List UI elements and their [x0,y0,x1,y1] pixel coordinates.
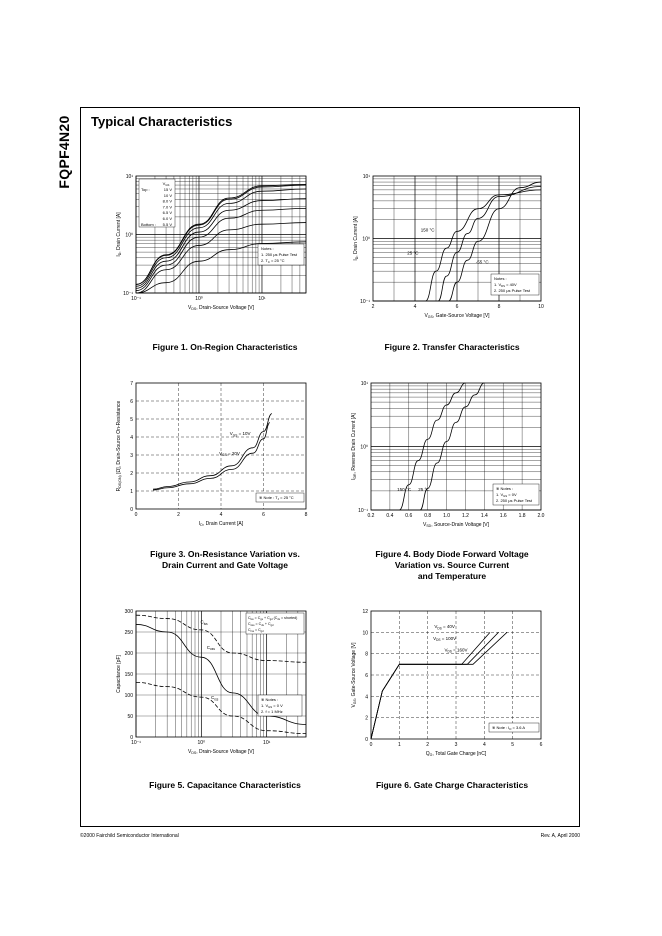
y-tick-label: 50 [127,714,133,720]
figure-3-caption [110,549,340,571]
caption-line: Figure 4. Body Diode Forward Voltage [375,549,529,559]
x-tick-label: 10⁻¹ [131,296,141,302]
note-line: 1. 250 μs Pulse Test [261,252,298,257]
y-tick-label: 10¹ [360,381,368,387]
note-line: ※ Notes : [261,697,279,702]
caption-line: Variation vs. Source Current [394,560,510,570]
figure-6-gate-charge [343,603,548,763]
x-tick-label: 1 [397,742,401,748]
x-tick-label: 4 [219,512,223,518]
x-tick-label: 2 [371,304,375,310]
x-tick-label: 2.0 [537,513,545,519]
legend-row-label: Top : [141,187,150,192]
caption-line: Figure 3. On-Resistance Variation vs. [150,549,300,559]
y-axis-label: Capacitance [pF] [116,655,122,693]
chart-svg [343,375,548,535]
curve-label-vgs20: $V_{GS} = 20V$ [219,451,240,458]
note-line: ※ Note : $I_D = 3.6$ A [492,725,526,732]
x-axis-label: $V_{DS}$, Drain-Source Voltage [V] [187,305,255,312]
x-tick-label: 10¹ [263,740,271,746]
x-tick-label: 6 [455,304,459,310]
y-tick-label: 300 [124,609,133,615]
figure-6-caption [352,780,552,791]
legend-row-value: 7.0 V [162,204,172,210]
chart-grid [136,383,306,509]
curve-label-vds160: $V_{DS} = 160V$ [444,647,468,654]
x-tick-label: 0.8 [424,513,432,519]
y-tick-label: 10⁻¹ [360,299,370,305]
footer-copyright: ©2000 Fairchild Semiconductor International [80,833,179,839]
legend-row-value: 6.5 V [162,210,172,216]
y-tick-label: 150 [124,672,133,678]
x-tick-label: 8 [497,304,501,310]
legend-row-value: 8.0 V [162,198,172,204]
figure-2-transfer [343,168,548,328]
x-axis-label: $V_{GS}$, Gate-Source Voltage [V] [424,313,490,320]
note-line: 2. $T_C = 25$ °C [261,258,285,265]
note-line: Notes : [494,276,507,281]
legend-header: $V_{GS}$ [162,181,170,188]
y-tick-label: 7 [130,381,133,387]
figure-5-capacitance [110,603,310,763]
y-tick-label: 6 [365,673,368,679]
caption-line: Figure 6. Gate Charge Characteristics [375,780,529,790]
x-tick-label: 1.6 [499,513,507,519]
x-tick-label: 1.0 [443,513,451,519]
y-tick-label: 10⁰ [360,444,368,451]
legend-row-value: 5.5 V [162,221,172,227]
note-line: Notes : [261,246,274,251]
x-tick-label: 0.4 [386,513,394,519]
y-tick-label: 250 [124,630,133,636]
page-heading: Typical Characteristics [91,114,233,129]
figure-5-caption [110,780,340,791]
y-tick-label: 4 [365,694,368,701]
y-tick-label: 4 [130,435,133,441]
x-tick-label: 0.2 [367,513,375,519]
x-tick-label: 10¹ [258,296,266,302]
chart-svg [110,168,310,328]
x-tick-label: 10 [538,304,544,310]
part-number-side-title: FQPF4N20 [56,115,72,189]
curve-label-25c: 25 °C [418,486,430,492]
legend-line: $C_{rss} = C_{gd}$ [248,628,264,634]
series-line-vds-40v [371,632,490,739]
note-line: 2. 250 μs Pulse Test [496,498,533,503]
y-tick-label: 8 [365,651,368,658]
y-tick-label: 6 [130,399,133,405]
figure-3-on-resistance [110,375,310,535]
x-axis-label: $I_D$, Drain Current [A] [198,521,244,528]
y-tick-label: 10¹ [125,174,133,180]
y-tick-label: 10⁰ [362,236,370,243]
footer-revision: Rev. A, April 2000 [540,833,580,839]
y-tick-label: 0 [130,507,133,513]
figure-2-caption [352,342,552,353]
y-tick-label: 0 [365,737,368,743]
caption-line: Figure 5. Capacitance Characteristics [149,780,301,790]
x-tick-label: 4 [413,304,417,310]
note-line: 1. $V_{DS} = 40V$ [494,282,517,289]
y-axis-label: $I_D$, Drain Current [A] [116,212,123,257]
x-axis-label: $Q_G$, Total Gate Charge [nC] [425,751,487,758]
series-line-vds-100v [371,632,499,739]
y-tick-label: 10⁻¹ [358,508,368,514]
curve-label-150c: 150 °C [420,227,435,233]
y-tick-label: 2 [365,715,368,722]
y-tick-label: 2 [130,471,133,477]
curve-label-vds40: $V_{DS} = 40V$ [434,624,455,631]
y-tick-label: 100 [124,693,133,699]
series-line-vgs-20v [153,423,270,491]
y-axis-label: $R_{DS(ON)}$ [Ω], Drain-Source On-Resistance [116,400,123,492]
curve-label-25c: 25 °C [407,250,419,256]
x-tick-label: 1.2 [461,513,469,519]
y-tick-label: 10¹ [362,174,370,180]
y-axis-label: $I_D$, Drain Current [A] [353,216,360,261]
x-tick-label: 10⁻¹ [131,740,141,746]
curve-label-coss: $C_{oss}$ [206,644,215,651]
curve-label-m55c: -55 °C [475,259,489,265]
x-tick-label: 6 [262,512,265,518]
note-line: 2. 250 μs Pulse Test [494,288,531,293]
figure-4-caption [352,549,552,582]
y-tick-label: 10⁻¹ [123,291,133,297]
y-tick-label: 0 [130,735,133,741]
curve-label-ciss: $C_{iss}$ [200,619,208,626]
series-line-vds-160v [371,632,507,739]
y-axis-label: $I_{DR}$, Reverse Drain Current [A] [351,413,358,480]
x-tick-label: 2 [426,742,430,748]
x-tick-label: 10⁰ [197,740,206,746]
y-tick-label: 10⁰ [125,232,133,239]
x-axis-label: $V_{SD}$, Source-Drain Voltage [V] [422,522,490,529]
caption-line: and Temperature [417,571,487,581]
x-tick-label: 10⁰ [195,296,203,302]
caption-line: Figure 1. On-Region Characteristics [152,342,298,352]
note-line: 2. f = 1 MHz [261,709,283,714]
legend-row-value: 10 V [163,192,172,198]
curve-label-vds100: $V_{DS} = 100V$ [433,635,457,642]
y-tick-label: 5 [130,417,133,423]
note-line: 1. $V_{GS} = 0V$ [496,492,517,499]
x-tick-label: 5 [511,742,515,748]
x-tick-label: 1.4 [480,513,488,519]
chart-svg [343,603,548,763]
x-tick-label: 0 [134,512,138,518]
chart-svg [110,375,310,535]
x-tick-label: 6 [539,742,543,748]
x-tick-label: 8 [304,512,308,518]
chart-svg [110,603,310,763]
x-tick-label: 3 [454,742,458,748]
x-tick-label: 2 [177,512,180,518]
curve-label-crss: $C_{rss}$ [210,695,219,702]
note-line: ※ Note : $T_J = 25$ °C [259,495,294,502]
y-tick-label: 1 [130,489,133,495]
x-axis-label: $V_{DS}$, Drain-Source Voltage [V] [187,749,255,756]
legend-row-label: Bottom : [141,221,156,227]
curve-label-vgs10: $V_{GS} = 10V$ [229,431,251,438]
y-tick-label: 200 [124,651,133,657]
figure-1-caption [110,342,340,353]
note-line: ※ Notes : [496,486,514,491]
y-tick-label: 3 [130,453,133,459]
figure-4-body-diode [343,375,548,535]
legend-line: $C_{oss} = C_{ds} + C_{gd}$ [248,622,274,628]
y-axis-label: $V_{GS}$, Gate-Source Voltage [V] [351,642,358,708]
chart-svg [343,168,548,328]
legend-row-value: 6.0 V [162,216,172,221]
figure-1-on-region [110,168,310,328]
x-tick-label: 4 [482,742,486,748]
chart-grid [371,611,541,739]
legend-row-value: 15 V [163,187,172,192]
y-tick-label: 10 [362,630,368,637]
x-tick-label: 0 [369,742,373,748]
note-line: 1. $V_{GS} = 0$ V [261,703,283,710]
y-tick-label: 12 [362,609,368,615]
curve-label-150c: 150 °C [397,486,411,492]
x-tick-label: 0.6 [405,513,413,519]
legend-line: $C_{iss} = C_{gs} + C_{gd}$ ($C_{ds}$ = shorted) [248,616,298,622]
caption-line: Figure 2. Transfer Characteristics [384,342,520,352]
x-tick-label: 1.8 [518,513,526,519]
caption-line: Drain Current and Gate Voltage [162,560,288,570]
